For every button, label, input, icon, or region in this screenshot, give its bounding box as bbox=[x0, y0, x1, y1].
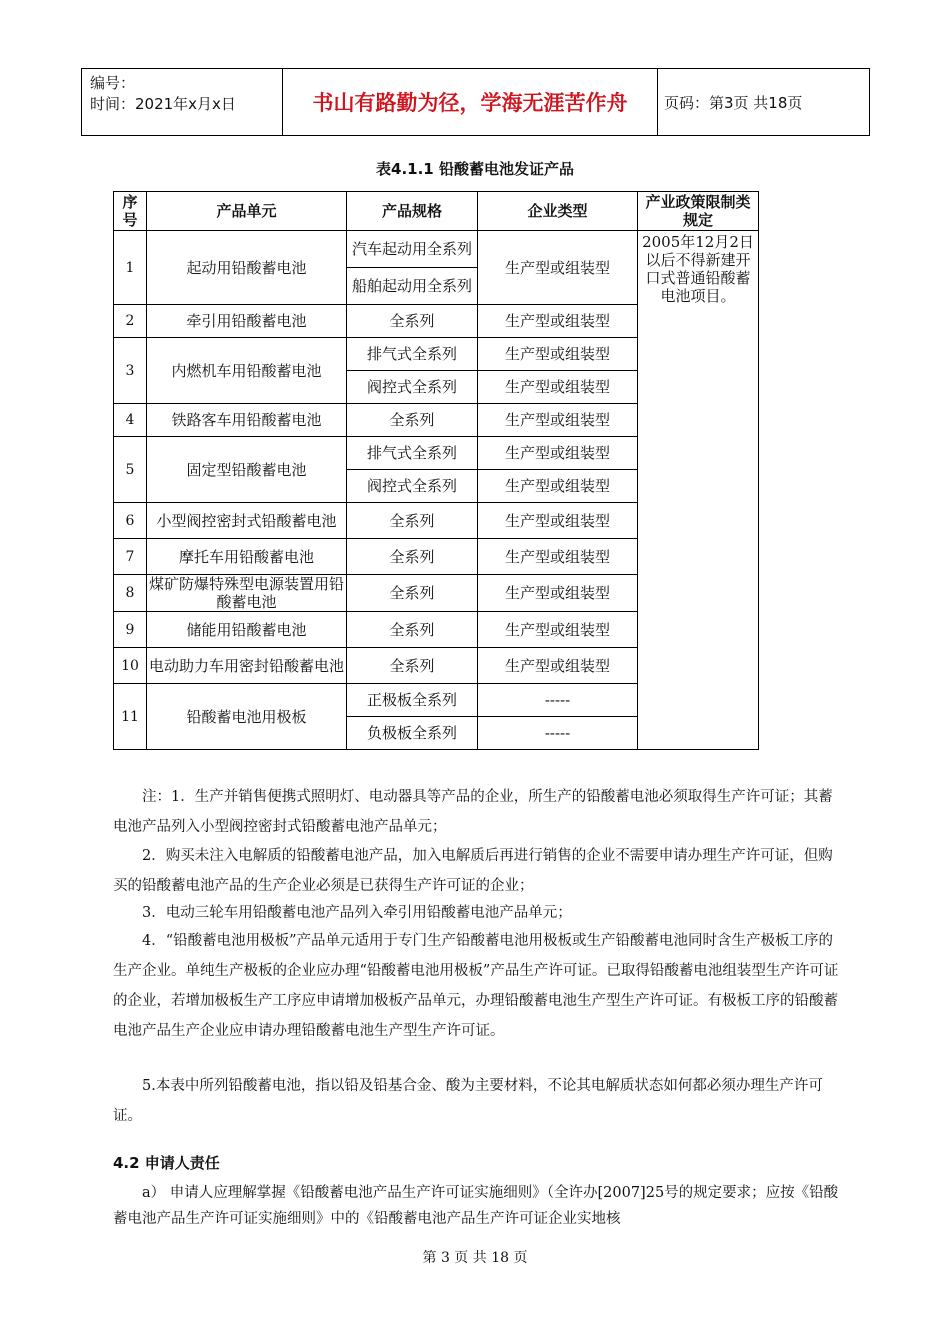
row-type: 生产型或组装型 bbox=[478, 539, 638, 575]
row-type: 生产型或组装型 bbox=[478, 305, 638, 338]
row-spec: 排气式全系列 bbox=[347, 338, 478, 371]
row-unit: 铁路客车用铅酸蓄电池 bbox=[147, 404, 347, 437]
row-unit: 起动用铅酸蓄电池 bbox=[147, 231, 347, 305]
row-seq: 2 bbox=[114, 305, 147, 338]
row-unit: 固定型铅酸蓄电池 bbox=[147, 437, 347, 503]
row-unit: 摩托车用铅酸蓄电池 bbox=[147, 539, 347, 575]
note-paragraph: 5.本表中所列铅酸蓄电池，指以铅及铅基合金、酸为主要材料，不论其电解质状态如何都必须办理生产许可证。 bbox=[113, 1078, 823, 1124]
header-type: 企业类型 bbox=[478, 192, 638, 231]
note-paragraph: 注：1．生产并销售便携式照明灯、电动器具等产品的企业，所生产的铅酸蓄电池必须取得生产许可证；其蓄电池产品列入小型阀控密封式铅酸蓄电池产品单元； bbox=[113, 789, 833, 835]
row-type: 生产型或组装型 bbox=[478, 470, 638, 503]
row-type: ----- bbox=[478, 717, 638, 750]
header-policy: 产业政策限制类规定 bbox=[638, 192, 759, 231]
row-seq: 8 bbox=[114, 575, 147, 612]
header-meta bbox=[82, 69, 283, 135]
row-type: 生产型或组装型 bbox=[478, 648, 638, 684]
header-unit: 产品单元 bbox=[147, 192, 347, 231]
table-caption: 表4.1.1 铅酸蓄电池发证产品 bbox=[376, 160, 574, 178]
row-spec: 全系列 bbox=[347, 305, 478, 338]
row-spec: 排气式全系列 bbox=[347, 437, 478, 470]
note-paragraph: 4．“铅酸蓄电池用极板”产品单元适用于专门生产铅酸蓄电池用极板或生产铅酸蓄电池同时含生产极板工序的生产企业。单纯生产极板的企业应办理“铅酸蓄电池用极板”产品生产许可证。已取得铅酸蓄电池组装型生产许可证的企业，若增加极板生产工序应申请增加极板产品单元，办理铅酸蓄电池生产型生产许可证。有极板工序的铅酸蓄电池产品生产企业应申请办理铅酸蓄电池生产型生产许可证。 bbox=[113, 933, 839, 1039]
row-seq: 10 bbox=[114, 648, 147, 684]
row-unit: 煤矿防爆特殊型电源装置用铅酸蓄电池 bbox=[147, 575, 347, 612]
policy-cell: 2005年12月2日以后不得新建开口式普通铅酸蓄电池项目。 bbox=[638, 231, 759, 750]
row-type: 生产型或组装型 bbox=[478, 404, 638, 437]
row-spec: 正极板全系列 bbox=[347, 684, 478, 717]
row-type: 生产型或组装型 bbox=[478, 371, 638, 404]
product-table bbox=[113, 191, 759, 750]
row-spec: 全系列 bbox=[347, 612, 478, 648]
row-spec: 全系列 bbox=[347, 575, 478, 612]
table-header-row bbox=[114, 192, 759, 231]
section-title: 4.2 申请人责任 bbox=[113, 1154, 220, 1172]
row-seq: 11 bbox=[114, 684, 147, 750]
row-spec: 全系列 bbox=[347, 539, 478, 575]
row-seq: 1 bbox=[114, 231, 147, 305]
row-spec: 船舶起动用全系列 bbox=[347, 268, 478, 305]
header-seq: 序号 bbox=[114, 192, 147, 231]
row-spec: 负极板全系列 bbox=[347, 717, 478, 750]
section-text: a） 申请人应理解掌握《铅酸蓄电池产品生产许可证实施细则》（全许办[2007]25号的规定要求；应按《铅酸蓄电池产品生产许可证实施细则》中的《铅酸蓄电池产品生产许可证企业实地核 bbox=[113, 1185, 839, 1227]
page-footer: 第 3 页 共 18 页 bbox=[422, 1250, 528, 1266]
row-type: 生产型或组装型 bbox=[478, 338, 638, 371]
row-seq: 9 bbox=[114, 612, 147, 648]
row-unit: 内燃机车用铅酸蓄电池 bbox=[147, 338, 347, 404]
row-type: 生产型或组装型 bbox=[478, 503, 638, 539]
row-seq: 4 bbox=[114, 404, 147, 437]
row-spec: 全系列 bbox=[347, 503, 478, 539]
row-unit: 小型阀控密封式铅酸蓄电池 bbox=[147, 503, 347, 539]
row-seq: 5 bbox=[114, 437, 147, 503]
header-code: 编号： bbox=[90, 74, 136, 92]
row-unit: 铅酸蓄电池用极板 bbox=[147, 684, 347, 750]
row-spec: 汽车起动用全系列 bbox=[347, 231, 478, 268]
note-paragraph: 2．购买未注入电解质的铅酸蓄电池产品，加入电解质后再进行销售的企业不需要申请办理生产许可证，但购买的铅酸蓄电池产品的生产企业必须是已获得生产许可证的企业； bbox=[113, 848, 833, 894]
note-paragraph: 3．电动三轮车用铅酸蓄电池产品列入牵引用铅酸蓄电池产品单元； bbox=[142, 905, 572, 921]
table-row bbox=[114, 231, 759, 268]
row-seq: 3 bbox=[114, 338, 147, 404]
row-spec: 全系列 bbox=[347, 404, 478, 437]
header-motto: 书山有路勤为径，学海无涯苦作舟 bbox=[283, 69, 658, 135]
header-page: 页码：第3页 共18页 bbox=[664, 93, 803, 112]
row-spec: 全系列 bbox=[347, 648, 478, 684]
header-time: 时间：2021年x月x日 bbox=[90, 95, 236, 113]
row-unit: 电动助力车用密封铅酸蓄电池 bbox=[147, 648, 347, 684]
row-type: ----- bbox=[478, 684, 638, 717]
row-seq: 6 bbox=[114, 503, 147, 539]
row-seq: 7 bbox=[114, 539, 147, 575]
row-type: 生产型或组装型 bbox=[478, 231, 638, 305]
page-header bbox=[81, 68, 870, 136]
row-spec: 阀控式全系列 bbox=[347, 470, 478, 503]
table-body bbox=[114, 231, 759, 750]
header-spec: 产品规格 bbox=[347, 192, 478, 231]
row-unit: 储能用铅酸蓄电池 bbox=[147, 612, 347, 648]
row-type: 生产型或组装型 bbox=[478, 575, 638, 612]
row-unit: 牵引用铅酸蓄电池 bbox=[147, 305, 347, 338]
row-type: 生产型或组装型 bbox=[478, 612, 638, 648]
row-type: 生产型或组装型 bbox=[478, 437, 638, 470]
row-spec: 阀控式全系列 bbox=[347, 371, 478, 404]
